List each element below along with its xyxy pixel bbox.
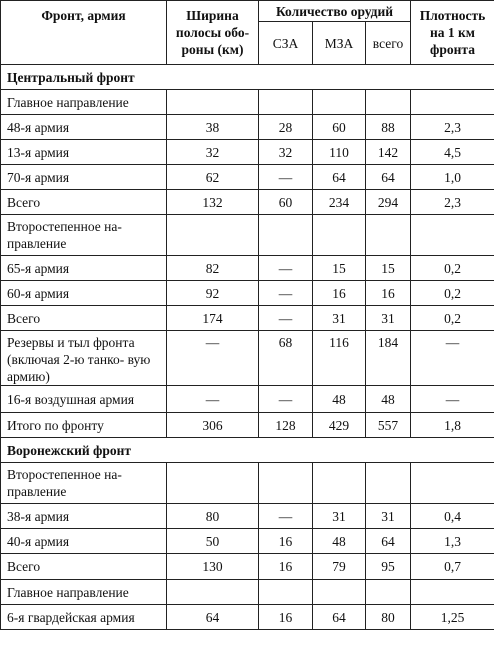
cell-mza: 31	[313, 306, 366, 331]
cell-width: 50	[167, 529, 259, 554]
section-row	[1, 65, 494, 90]
subsection-label: Второстепенное на- правление	[1, 215, 167, 256]
cell-total: 16	[366, 281, 411, 306]
cell-density: 2,3	[411, 190, 494, 215]
table-row	[1, 605, 494, 630]
cell-sza: 128	[259, 413, 313, 438]
cell-density: 1,0	[411, 165, 494, 190]
cell-mza: 64	[313, 605, 366, 630]
subsection-label: Второстепенное на- правление	[1, 463, 167, 504]
cell-density: 1,8	[411, 413, 494, 438]
cell-sza: —	[259, 281, 313, 306]
row-label: 48-я армия	[1, 115, 167, 140]
cell-density: 1,25	[411, 605, 494, 630]
row-label: Всего	[1, 306, 167, 331]
cell-total: 64	[366, 165, 411, 190]
cell-density: 0,2	[411, 306, 494, 331]
cell-sza: —	[259, 504, 313, 529]
table-row	[1, 115, 494, 140]
cell-density: —	[411, 386, 494, 413]
cell-total: 31	[366, 306, 411, 331]
table-row	[1, 140, 494, 165]
subsection-row	[1, 580, 494, 605]
cell-total: 142	[366, 140, 411, 165]
cell-width: 92	[167, 281, 259, 306]
cell-total: 557	[366, 413, 411, 438]
cell-width: 130	[167, 554, 259, 580]
cell-mza: 234	[313, 190, 366, 215]
row-label: Итого по фронту	[1, 413, 167, 438]
cell-width: 174	[167, 306, 259, 331]
cell-sza: —	[259, 256, 313, 281]
table-row	[1, 281, 494, 306]
subsection-row	[1, 90, 494, 115]
section-label: Воронежский фронт	[1, 438, 494, 463]
section-label: Центральный фронт	[1, 65, 494, 90]
table-row	[1, 306, 494, 331]
cell-density: 4,5	[411, 140, 494, 165]
header-guns: Количество орудий	[259, 1, 411, 22]
header-mza: МЗА	[313, 22, 366, 65]
row-label: 60-я армия	[1, 281, 167, 306]
cell-sza: 32	[259, 140, 313, 165]
cell-total: 80	[366, 605, 411, 630]
cell-sza: 16	[259, 529, 313, 554]
subsection-row	[1, 215, 494, 256]
table-row	[1, 413, 494, 438]
cell-sza: —	[259, 165, 313, 190]
cell-total: 64	[366, 529, 411, 554]
cell-width: 306	[167, 413, 259, 438]
row-label: 65-я армия	[1, 256, 167, 281]
row-label: 16-я воздушная армия	[1, 386, 167, 413]
cell-total: 48	[366, 386, 411, 413]
row-label: Всего	[1, 190, 167, 215]
header-width: Ширина полосы обо- роны (км)	[167, 1, 259, 65]
cell-density: 0,2	[411, 256, 494, 281]
cell-total: 31	[366, 504, 411, 529]
header-sza: СЗА	[259, 22, 313, 65]
subsection-row	[1, 463, 494, 504]
row-label: 40-я армия	[1, 529, 167, 554]
cell-total: 88	[366, 115, 411, 140]
cell-mza: 116	[313, 331, 366, 386]
cell-width: 38	[167, 115, 259, 140]
table-row	[1, 190, 494, 215]
table-row	[1, 331, 494, 386]
table-row	[1, 386, 494, 413]
cell-mza: 110	[313, 140, 366, 165]
row-label: 6-я гвардейская армия	[1, 605, 167, 630]
row-label: 13-я армия	[1, 140, 167, 165]
cell-sza: 16	[259, 554, 313, 580]
cell-sza: 68	[259, 331, 313, 386]
cell-mza: 16	[313, 281, 366, 306]
cell-width: —	[167, 331, 259, 386]
cell-width: —	[167, 386, 259, 413]
cell-total: 184	[366, 331, 411, 386]
header-front: Фронт, армия	[1, 1, 167, 65]
cell-total: 15	[366, 256, 411, 281]
row-label: Всего	[1, 554, 167, 580]
cell-sza: 28	[259, 115, 313, 140]
row-label: 70-я армия	[1, 165, 167, 190]
header-total: всего	[366, 22, 411, 65]
cell-sza: 16	[259, 605, 313, 630]
row-label: Резервы и тыл фронта (включая 2-ю танко- вую армию)	[1, 331, 167, 386]
cell-width: 82	[167, 256, 259, 281]
subsection-label: Главное направление	[1, 90, 167, 115]
table-row	[1, 529, 494, 554]
cell-mza: 60	[313, 115, 366, 140]
cell-density: 0,2	[411, 281, 494, 306]
cell-mza: 79	[313, 554, 366, 580]
header-density: Плотность на 1 км фронта	[411, 1, 494, 65]
table-row	[1, 165, 494, 190]
cell-mza: 429	[313, 413, 366, 438]
cell-density: 0,4	[411, 504, 494, 529]
cell-mza: 48	[313, 529, 366, 554]
cell-mza: 31	[313, 504, 366, 529]
cell-sza: 60	[259, 190, 313, 215]
subsection-label: Главное направление	[1, 580, 167, 605]
cell-density: 2,3	[411, 115, 494, 140]
cell-mza: 15	[313, 256, 366, 281]
cell-density: —	[411, 331, 494, 386]
cell-total: 95	[366, 554, 411, 580]
cell-density: 0,7	[411, 554, 494, 580]
table-row	[1, 256, 494, 281]
row-label: 38-я армия	[1, 504, 167, 529]
cell-density: 1,3	[411, 529, 494, 554]
cell-width: 64	[167, 605, 259, 630]
cell-width: 32	[167, 140, 259, 165]
table-row	[1, 554, 494, 580]
cell-mza: 48	[313, 386, 366, 413]
section-row	[1, 438, 494, 463]
cell-sza: —	[259, 306, 313, 331]
cell-width: 80	[167, 504, 259, 529]
cell-sza: —	[259, 386, 313, 413]
table-row	[1, 504, 494, 529]
cell-width: 62	[167, 165, 259, 190]
cell-mza: 64	[313, 165, 366, 190]
cell-width: 132	[167, 190, 259, 215]
cell-total: 294	[366, 190, 411, 215]
